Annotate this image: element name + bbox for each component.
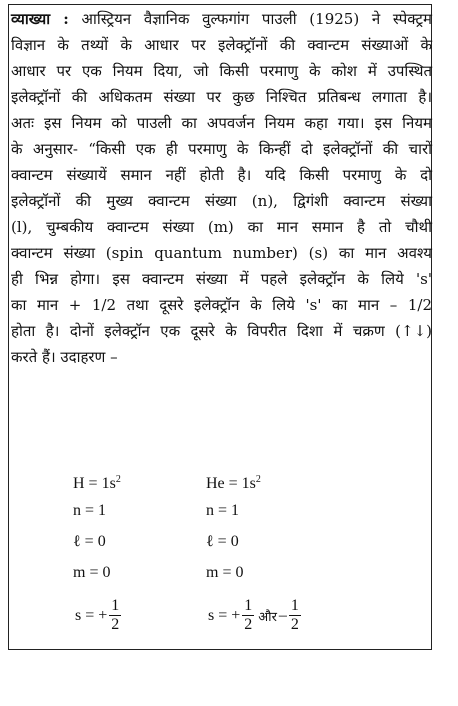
paragraph-line: (l), चुम्बकीय क्वान्टम संख्या (m) का मान समान है तो चौथी: [11, 218, 432, 236]
helium-m: m = 0: [206, 564, 244, 581]
hydrogen-n: n = 1: [73, 502, 107, 519]
helium-n: n = 1: [206, 502, 240, 519]
paragraph-line: क्वान्टम संख्यायें समान नहीं होती है। यदि किसी परमाणु के दो: [11, 166, 432, 184]
paragraph-line: के अनुसार- “किसी एक ही परमाणु के किन्हीं दो इलेक्ट्रॉनों की चारों: [11, 140, 432, 158]
paragraph-line: ही भिन्न होगा। इस क्वान्टम संख्या में पहले इलेक्ट्रॉन के लिये 's': [11, 270, 432, 288]
hydrogen-s: s = + $\frac{1}{2}$: [75, 597, 120, 633]
paragraph-line: करते हैं। उदाहरण –: [11, 348, 118, 366]
helium-config: $He = 1s^2$: [206, 474, 261, 492]
helium-l: ℓ = 0: [206, 533, 239, 550]
explanation-paragraph: [11, 6, 432, 370]
hydrogen-config: $H = 1s^2$: [73, 474, 121, 492]
paragraph-line: अतः इस नियम को पाउली का अपवर्जन नियम कहा गया। इस नियम: [11, 114, 432, 132]
paragraph-line: इलेक्ट्रॉनों की अधिकतम संख्या पर कुछ निश्चित प्रतिबन्ध लगाता है।: [11, 88, 432, 106]
paragraph-line: क्वान्टम संख्या (spin quantum number) (s) का मान अवश्य: [11, 244, 432, 262]
hydrogen-l: ℓ = 0: [73, 533, 106, 550]
paragraph-line: व्याख्या : आस्ट्रियन वैज्ञानिक वुल्फगांग पाउली (1925) ने स्पेक्ट्रम: [11, 10, 432, 28]
helium-s: s = + $\frac{1}{2}$ और – $\frac{1}{2}$: [208, 597, 299, 633]
paragraph-line: होता है। दोनों इलेक्ट्रॉन एक दूसरे के विपरीत दिशा में चक्रण (↑↓): [11, 322, 432, 340]
paragraph-line: आधार पर एक नियम दिया, जो किसी परमाणु के कोश में उपस्थित: [11, 62, 432, 80]
explanation-heading: व्याख्या :: [11, 10, 69, 28]
paragraph-line: का मान + 1/2 तथा दूसरे इलेक्ट्रॉन के लिये 's' का मान – 1/2: [11, 296, 432, 314]
hydrogen-m: m = 0: [73, 564, 111, 581]
paragraph-line: विज्ञान के तथ्यों के आधार पर इलेक्ट्रॉनों की क्वान्टम संख्याओं के: [11, 36, 432, 54]
paragraph-line: इलेक्ट्रॉनों की मुख्य क्वान्टम संख्या (n), द्विगंशी क्वान्टम संख्या: [11, 192, 432, 210]
